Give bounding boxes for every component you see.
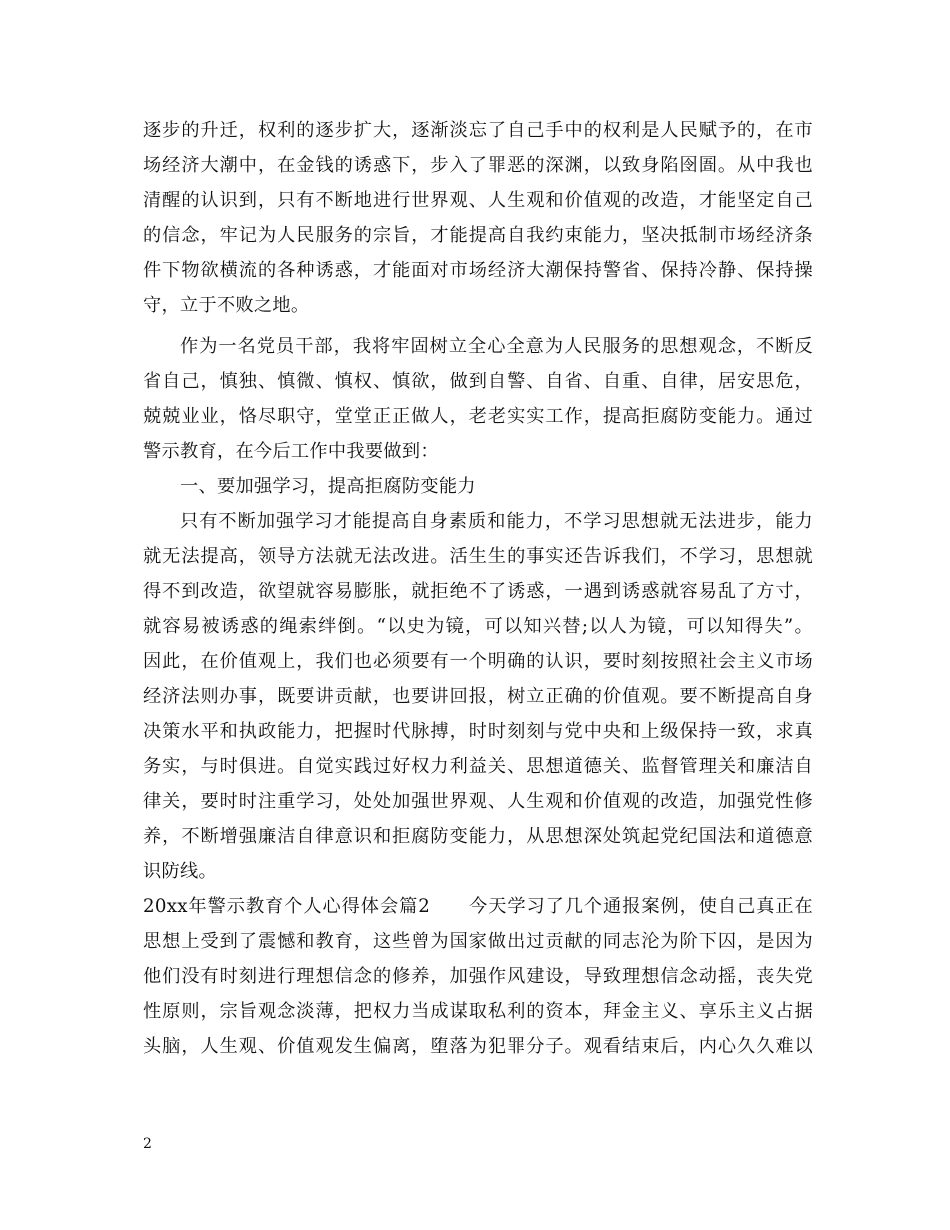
text-line: 清醒的认识到，只有不断地进行世界观、人生观和价值观的改造，才能坚定自己	[143, 190, 813, 211]
text-line: 的信念，牢记为人民服务的宗旨，才能提高自我约束能力，坚决抵制市场经济条	[143, 225, 813, 246]
section-heading: 一、要加强学习，提高拒腐防变能力	[180, 476, 476, 497]
text-line: 守，立于不败之地。	[143, 295, 310, 316]
text-line: 识防线。	[143, 861, 217, 882]
text-line: 经济法则办事，既要讲贡献，也要讲回报，树立正确的价值观。要不断提高自身	[143, 686, 813, 707]
text-line: 就容易被诱惑的绳索绊倒。“以史为镜，可以知兴替;以人为镜，可以知得失”。	[143, 616, 813, 637]
text-line: 决策水平和执政能力，把握时代脉搏，时时刻刻与党中央和上级保持一致，求真	[143, 721, 813, 742]
text-line: 警示教育，在今后工作中我要做到：	[143, 441, 439, 462]
paragraph-first-line: 作为一名党员干部，我将牢固树立全心全意为人民服务的思想观念，不断反	[180, 336, 813, 357]
text-line: 因此，在价值观上，我们也必须要有一个明确的认识，要时刻按照社会主义市场	[143, 651, 813, 672]
text-line: 他们没有时刻进行理想信念的修养，加强作风建设，导致理想信念动摇，丧失党	[143, 966, 813, 987]
text-line: 逐步的升迁，权利的逐步扩大，逐渐淡忘了自己手中的权利是人民赋予的，在市	[143, 120, 813, 141]
text-line: 务实，与时俱进。自觉实践过好权力利益关、思想道德关、监督管理关和廉洁自	[143, 756, 813, 777]
text-line: 省自己，慎独、慎微、慎权、慎欲，做到自警、自省、自重、自律，居安思危，	[143, 371, 813, 392]
document-body	[143, 113, 813, 1064]
text-line: 场经济大潮中，在金钱的诱惑下，步入了罪恶的深渊，以致身陷囹圄。从中我也	[143, 155, 813, 176]
text-line: 得不到改造，欲望就容易膨胀，就拒绝不了诱惑，一遇到诱惑就容易乱了方寸，	[143, 581, 813, 602]
text-line: 兢兢业业，恪尽职守，堂堂正正做人，老老实实工作，提高拒腐防变能力。通过	[143, 406, 813, 427]
text-line: 养，不断增强廉洁自律意识和拒腐防变能力，从思想深处筑起党纪国法和道德意	[143, 826, 813, 847]
text-line: 性原则，宗旨观念淡薄，把权力当成谋取私利的资本，拜金主义、享乐主义占据	[143, 1001, 813, 1022]
text-line: 思想上受到了震憾和教育，这些曾为国家做出过贡献的同志沦为阶下囚，是因为	[143, 931, 813, 952]
text-line: 件下物欲横流的各种诱惑，才能面对市场经济大潮保持警省、保持冷静、保持操	[143, 260, 813, 281]
text-line: 就无法提高，领导方法就无法改进。活生生的事实还告诉我们，不学习，思想就	[143, 546, 813, 567]
text-line: 头脑，人生观、价值观发生偏离，堕落为犯罪分子。观看结束后，内心久久难以	[143, 1036, 813, 1057]
article-title-line: 20xx年警示教育个人心得体会篇2 今天学习了几个通报案例，使自己真正在	[143, 896, 813, 917]
text-line: 律关，要时时注重学习，处处加强世界观、人生观和价值观的改造，加强党性修	[143, 791, 813, 812]
paragraph-first-line: 只有不断加强学习才能提高自身素质和能力，不学习思想就无法进步，能力	[180, 511, 813, 532]
page-number: 2	[143, 1136, 152, 1152]
